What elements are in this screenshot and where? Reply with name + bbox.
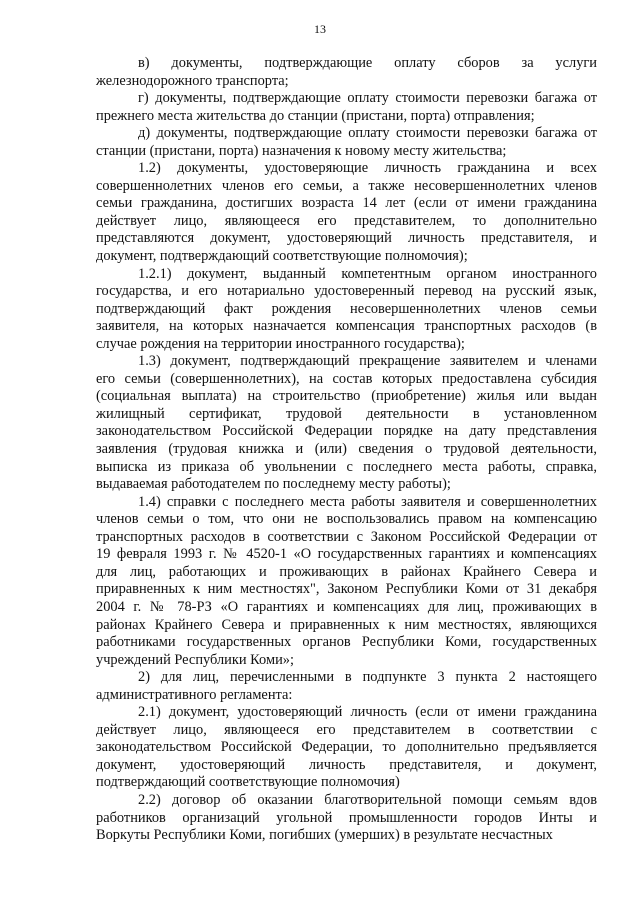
text-line: государства, и его нотариально удостоверенный перевод на русский язык, <box>96 283 597 300</box>
text-line: работников организаций угольной промышленности городов Инты и <box>96 809 597 826</box>
text-line: законодательством Российской Федерации порядке на дату представления <box>96 423 597 440</box>
text-line: представляются документ, удостоверяющий личность представителя, и <box>96 230 597 247</box>
text-line: учреждений Республики Коми»; <box>96 651 294 668</box>
text-line: подтверждающий соответствующие полномочия) <box>96 774 400 791</box>
text-line: железнодорожного транспорта; <box>96 72 289 89</box>
text-line: (социальная выплата) на строительство (приобретение) жилья или выдан <box>96 388 597 405</box>
text-line: работниками государственных органов Республики Коми, государственных <box>96 634 597 651</box>
paragraph-p-1-2-1 <box>96 266 597 354</box>
text-line: 2.2) договор об оказании благотворительной помощи семьям вдов <box>138 791 597 808</box>
text-line: совершеннолетних членов его семьи, а также несовершеннолетних членов <box>96 177 597 194</box>
text-line: законодательством Российской Федерации, то дополнительно предъявляется <box>96 739 597 756</box>
text-line: его семьи (совершеннолетних), на состав которых предоставлена субсидия <box>96 370 597 387</box>
text-line: районах Крайнего Севера и приравненных к ним местностях, являющихся <box>96 616 597 633</box>
text-line: документ, подтверждающий соответствующие полномочия); <box>96 248 468 265</box>
paragraph-p-1-3 <box>96 353 597 493</box>
text-line: для лиц, работающих и проживающих в районах Крайнего Севера и <box>96 563 597 580</box>
text-line: 1.3) документ, подтверждающий прекращение заявителем и членами <box>138 353 597 370</box>
text-line: станции (пристани, порта) назначения к новому месту жительства; <box>96 142 507 159</box>
text-line: 1.2.1) документ, выданный компетентным органом иностранного <box>138 265 597 282</box>
text-line: г) документы, подтверждающие оплату стоимости перевозки багажа от <box>138 90 597 107</box>
document-body <box>96 55 597 845</box>
paragraph-p-g <box>96 90 597 125</box>
text-line: действует лицо, являющееся его представителем в соответствии с <box>96 721 597 738</box>
text-line: членов семьи о том, что они не воспользовались правом на компенсацию <box>96 511 597 528</box>
text-line: документ, удостоверяющий личность представителя, и документ, <box>96 756 597 773</box>
text-line: заявителя, на которых назначается компенсация транспортных расходов (в <box>96 318 597 335</box>
text-line: подтверждающий факт рождения несовершеннолетних членов семьи <box>96 300 597 317</box>
paragraph-p-2-2 <box>96 792 597 845</box>
paragraph-p-2-1 <box>96 704 597 792</box>
text-line: 1.4) справки с последнего места работы заявителя и совершеннолетних <box>138 493 597 510</box>
text-line: выдаваемая работодателем по последнему месту работы); <box>96 476 451 493</box>
text-line: случае рождения на территории иностранного государства); <box>96 335 465 352</box>
paragraph-p-d <box>96 125 597 160</box>
paragraph-p-1-2 <box>96 160 597 265</box>
text-line: прежнего места жительства до станции (пристани, порта) отправления; <box>96 107 535 124</box>
text-line: семьи гражданина, достигших возраста 14 лет (если от имени гражданина <box>96 195 597 212</box>
text-line: д) документы, подтверждающие оплату стоимости перевозки багажа от <box>138 125 597 142</box>
text-line: транспортных расходов в соответствии с Законом Российской Федерации от <box>96 528 597 545</box>
text-line: действует лицо, являющееся его представителем, то дополнительно <box>96 212 597 229</box>
text-line: заявления (трудовая книжка и (или) сведения о трудовой деятельности, <box>96 441 597 458</box>
text-line: 2.1) документ, удостоверяющий личность (если от имени гражданина <box>138 704 597 721</box>
text-line: выписка из приказа об увольнении с последнего места работы, справка, <box>96 458 597 475</box>
text-line: административного регламента: <box>96 686 293 703</box>
text-line: 2) для лиц, перечисленными в подпункте 3 пункта 2 настоящего <box>138 669 597 686</box>
paragraph-p-1-4 <box>96 494 597 669</box>
text-line: в) документы, подтверждающие оплату сборов за услуги <box>138 55 597 71</box>
text-line: Воркуты Республики Коми, погибших (умерших) в результате несчастных <box>96 827 553 844</box>
page-number: 13 <box>314 22 326 36</box>
text-line: приравненных к ним местностях", Законом Республики Коми от 31 декабря <box>96 581 597 598</box>
paragraph-p-2 <box>96 669 597 704</box>
text-line: 1.2) документы, удостоверяющие личность гражданина и всех <box>138 160 597 177</box>
text-line: жилищный сертификат, трудовой деятельности в установленном <box>96 405 597 422</box>
text-line: 2004 г. № 78-РЗ «О гарантиях и компенсациях для лиц, проживающих в <box>96 598 597 615</box>
text-line: 19 февраля 1993 г. № 4520-1 «О государственных гарантиях и компенсациях <box>96 546 597 563</box>
paragraph-p-v <box>96 55 597 90</box>
